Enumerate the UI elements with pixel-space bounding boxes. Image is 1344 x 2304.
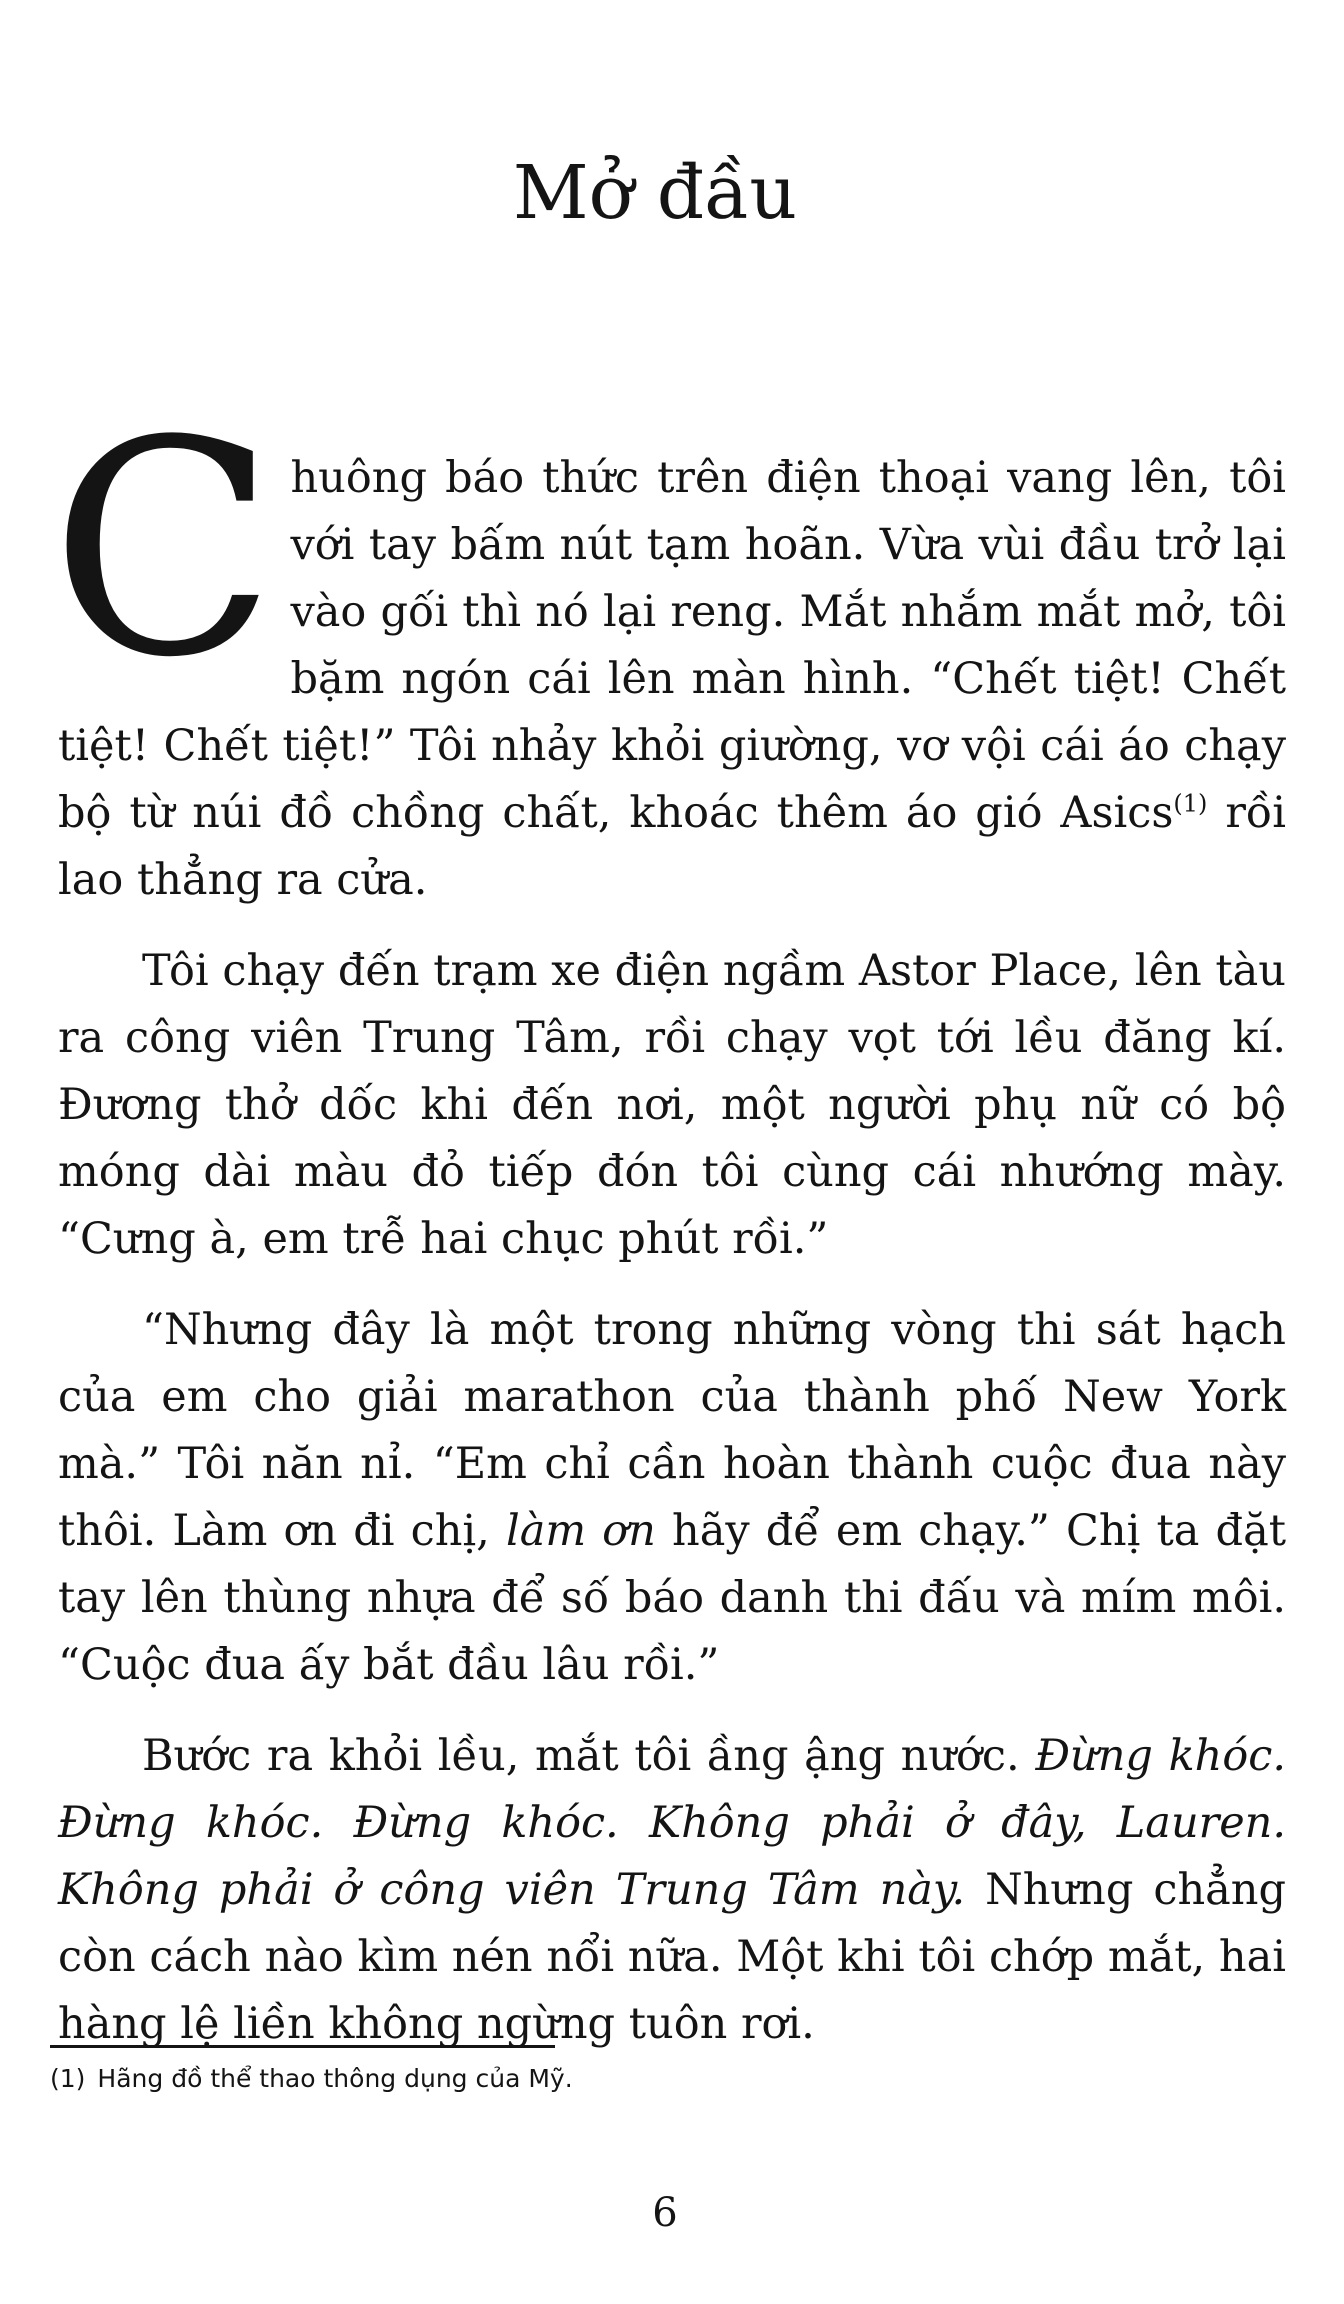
paragraph-4-text-a: Bước ra khỏi lều, mắt tôi ầng ậng nước. <box>142 1731 1036 1781</box>
chapter-body <box>50 377 1287 2082</box>
paragraph-1 <box>50 377 1286 914</box>
footnote-reference: (1) <box>1173 789 1208 818</box>
drop-cap-letter: C <box>50 377 277 722</box>
paragraph-4-italic: Đừng khóc. Đừng khóc. Đừng khóc. Không phải ở đây, Lauren. Không phải ở công viên Trung Tâm này. <box>58 1731 1286 1915</box>
footnote <box>50 2062 573 2096</box>
paragraph-3-text-a: “Nhưng đây là một trong những vòng thi sát hạch của em cho giải marathon của thành phố New York mà.” Tôi năn nỉ. “Em chỉ cần hoàn thành cuộc đua này thôi. Làm ơn đi chị, <box>58 1305 1286 1556</box>
paragraph-1-text-b: rồi lao thẳng ra cửa. <box>58 788 1286 905</box>
page-number: 6 <box>652 2190 678 2236</box>
footnote-number: (1) <box>50 2064 86 2093</box>
paragraph-3 <box>58 1297 1286 1699</box>
paragraph-2: Tôi chạy đến trạm xe điện ngầm Astor Place, lên tàu ra công viên Trung Tâm, rồi chạy vọt tới lều đăng kí. Đương thở dốc khi đến nơi, một người phụ nữ có bộ móng dài màu đỏ tiếp đón tôi cùng cái nhướng mày. “Cưng à, em trễ hai chục phút rồi.” <box>58 946 1286 1264</box>
footnote-divider <box>50 2045 555 2048</box>
paragraph-3-italic: làm ơn <box>505 1506 656 1556</box>
paragraph-1-text-a: huông báo thức trên điện thoại vang lên, tôi với tay bấm nút tạm hoãn. Vừa vùi đầu trở lại vào gối thì nó lại reng. Mắt nhắm mắt mở, tôi bặm ngón cái lên màn hình. “Chết tiệt! Chết tiệt! Chết tiệt!” Tôi nhảy khỏi giường, vơ vội cái áo chạy bộ từ núi đồ chồng chất, khoác thêm áo gió Asics <box>58 453 1286 838</box>
paragraph-4-text-b: Nhưng chẳng còn cách nào kìm nén nổi nữa. Một khi tôi chớp mắt, hai hàng lệ liền không ngừng tuôn rơi. <box>58 1865 1287 2049</box>
paragraph-3-text-b: hãy để em chạy.” Chị ta đặt tay lên thùng nhựa để số báo danh thi đấu và mím môi. “Cuộc đua ấy bắt đầu lâu rồi.” <box>58 1506 1286 1690</box>
footnote-text: Hãng đồ thể thao thông dụng của Mỹ. <box>97 2064 573 2093</box>
chapter-title: Mở đầu <box>512 150 798 236</box>
paragraph-4 <box>58 1723 1286 2058</box>
